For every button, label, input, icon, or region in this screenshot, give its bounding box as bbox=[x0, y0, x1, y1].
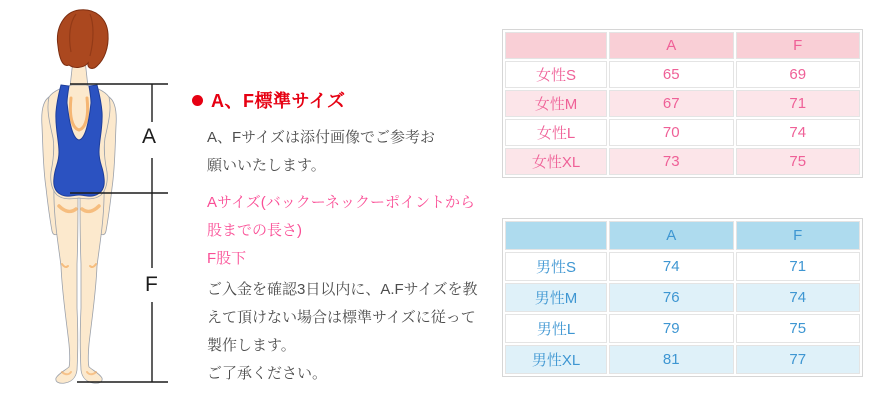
size-label: 男性XL bbox=[505, 345, 607, 374]
table-row bbox=[505, 314, 860, 343]
value-f: 71 bbox=[736, 90, 861, 117]
value-f: 74 bbox=[736, 283, 861, 312]
value-f: 77 bbox=[736, 345, 861, 374]
paragraph-line: A、Fサイズは添付画像でご参考お bbox=[207, 129, 435, 146]
header-cell-empty bbox=[505, 221, 607, 250]
size-definition-paragraph bbox=[207, 189, 487, 273]
value-f: 69 bbox=[736, 61, 861, 88]
table-row bbox=[505, 119, 860, 146]
value-a: 79 bbox=[609, 314, 734, 343]
value-f: 75 bbox=[736, 148, 861, 175]
size-label: 男性S bbox=[505, 252, 607, 281]
value-f: 75 bbox=[736, 314, 861, 343]
value-a: 74 bbox=[609, 252, 734, 281]
table-row bbox=[505, 283, 860, 312]
size-label: 女性XL bbox=[505, 148, 607, 175]
paragraph-line: ご了承ください。 bbox=[207, 365, 328, 382]
women-size-table bbox=[502, 29, 863, 178]
body-measurement-figure bbox=[0, 0, 190, 400]
section-heading bbox=[192, 87, 346, 113]
header-cell-a: A bbox=[609, 32, 734, 59]
paragraph-line: 股までの長さ) bbox=[207, 222, 302, 239]
value-a: 70 bbox=[609, 119, 734, 146]
size-label: 男性M bbox=[505, 283, 607, 312]
value-f: 74 bbox=[736, 119, 861, 146]
value-a: 76 bbox=[609, 283, 734, 312]
size-reference-paragraph bbox=[207, 124, 487, 180]
table-row bbox=[505, 90, 860, 117]
value-a: 81 bbox=[609, 345, 734, 374]
size-info-text bbox=[190, 0, 490, 400]
figure-hair bbox=[57, 10, 108, 69]
header-cell-f: F bbox=[736, 32, 861, 59]
paragraph-line: ご入金を確認3日以内に、A.Fサイズを教 bbox=[207, 281, 478, 298]
header-cell-empty bbox=[505, 32, 607, 59]
table-header-row bbox=[505, 32, 860, 59]
table-row bbox=[505, 148, 860, 175]
section-heading-text: A、F標準サイズ bbox=[211, 91, 346, 111]
header-cell-a: A bbox=[609, 221, 734, 250]
table-row bbox=[505, 345, 860, 374]
value-a: 67 bbox=[609, 90, 734, 117]
value-a: 65 bbox=[609, 61, 734, 88]
size-label: 女性L bbox=[505, 119, 607, 146]
table-row bbox=[505, 252, 860, 281]
measure-label-a: A bbox=[142, 125, 157, 148]
value-a: 73 bbox=[609, 148, 734, 175]
men-size-table bbox=[502, 218, 863, 377]
paragraph-line: F股下 bbox=[207, 250, 247, 267]
table-row bbox=[505, 61, 860, 88]
red-bullet-icon bbox=[192, 95, 203, 106]
measure-label-f: F bbox=[145, 273, 158, 296]
paragraph-line: Aサイズ(バックーネックーポイントから bbox=[207, 194, 476, 211]
paragraph-line: えて頂けない場合は標準サイズに従って bbox=[207, 309, 476, 326]
paragraph-line: 製作します。 bbox=[207, 337, 296, 354]
paragraph-line: 願いいたします。 bbox=[207, 157, 326, 174]
payment-note-paragraph bbox=[207, 276, 487, 388]
size-label: 男性L bbox=[505, 314, 607, 343]
header-cell-f: F bbox=[736, 221, 861, 250]
size-label: 女性S bbox=[505, 61, 607, 88]
table-header-row bbox=[505, 221, 860, 250]
body-illustration bbox=[0, 0, 190, 400]
size-label: 女性M bbox=[505, 90, 607, 117]
value-f: 71 bbox=[736, 252, 861, 281]
